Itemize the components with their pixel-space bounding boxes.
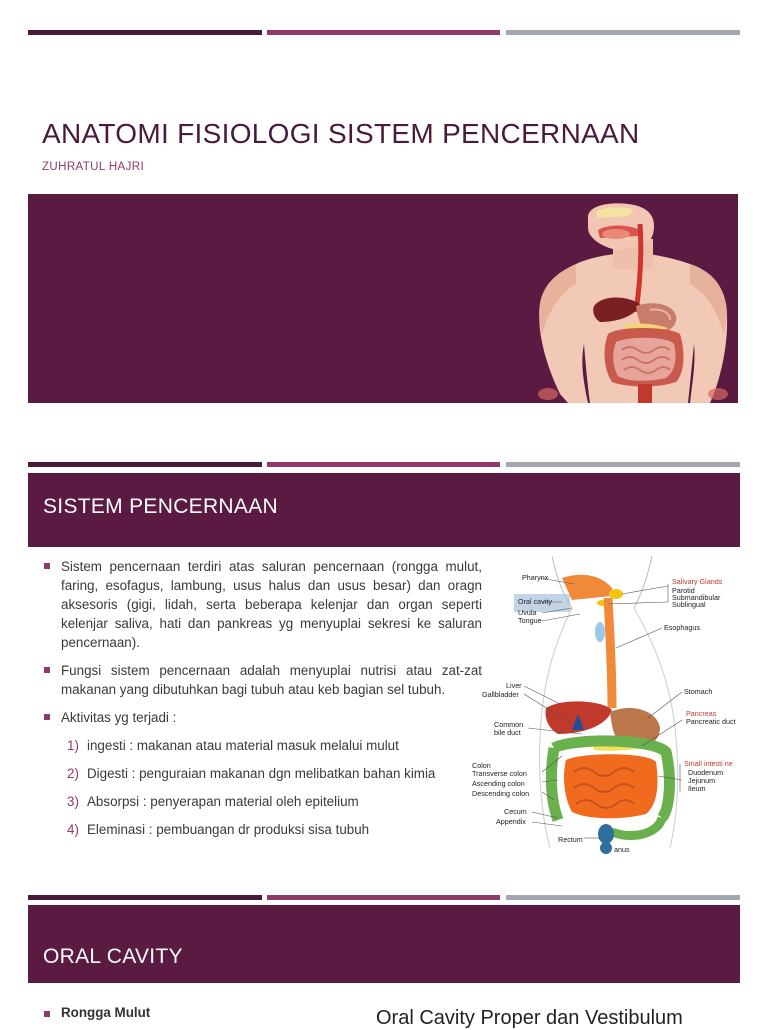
label-jejunum: Jejunum: [688, 776, 716, 785]
activity-number: 4): [67, 822, 79, 837]
bar-accent: [267, 30, 500, 35]
label-liver: Liver: [506, 681, 522, 690]
activity-number: 1): [67, 738, 79, 753]
activity-item: [67, 764, 487, 792]
bullet-item: Aktivitas yg terjadi :: [42, 708, 482, 727]
oral-cavity-slide: [0, 895, 768, 1029]
label-rectum: Rectum: [558, 835, 583, 844]
label-duodenum: Duodenum: [688, 768, 724, 777]
bar-dark: [28, 895, 262, 900]
bar-dark: [28, 462, 262, 467]
slide-header: [28, 473, 740, 547]
activity-text: Digesti : penguraian makanan dgn melibatkan bahan kimia: [87, 766, 436, 781]
label-pharynx: Pharynx: [522, 573, 549, 582]
slide-author: ZUHRATUL HAJRI: [42, 161, 145, 173]
label-gallbladder: Gallbladder: [482, 690, 519, 699]
label-anus: anus: [614, 845, 630, 854]
slide-header: [28, 905, 740, 983]
activity-item: [67, 736, 487, 764]
bar-dark: [28, 30, 262, 35]
bar-grey: [506, 462, 740, 467]
activity-number: 2): [67, 766, 79, 781]
bar-grey: [506, 30, 740, 35]
bullet-item: Sistem pencernaan terdiri atas saluran pencernaan (rongga mulut, faring, esofagus, lambung, usus halus dan usus besar) dan oragn aksesoris (gigi, lidah, serta beberapa kelenjar dan organ seperti kelenjar saliva, hati dan pankreas yg menyuplai sekresi ke saluran pencernaan).: [42, 557, 482, 652]
decorative-top-bars: [28, 895, 740, 900]
label-common-bile-duct: bile duct: [494, 728, 521, 737]
label-oral-cavity: Oral cavity: [518, 597, 552, 606]
label-esophagus: Esophagus: [664, 623, 700, 632]
title-banner: [28, 194, 738, 403]
activity-number: 3): [67, 794, 79, 809]
digestive-torso-illustration: [28, 194, 738, 403]
label-cecum: Cecum: [504, 807, 527, 816]
bullet-item: Rongga Mulut: [42, 1005, 150, 1020]
decorative-top-bars: [28, 30, 740, 35]
slide-title: ANATOMI FISIOLOGI SISTEM PENCERNAAN: [42, 118, 640, 149]
label-parotid: Parotid: [672, 586, 695, 595]
activity-text: ingesti : makanan atau material masuk melalui mulut: [87, 738, 399, 753]
label-common-bile-duct: Common: [494, 720, 524, 729]
digestive-system-slide: [0, 440, 768, 895]
label-submandibular: Submandibular: [672, 593, 721, 602]
label-appendix: Appendix: [496, 817, 526, 826]
bullet-item: Fungsi sistem pencernaan adalah menyuplai nutrisi atau zat-zat makanan yang dibutuhkan bagi tubuh atau keb bagian sel tubuh.: [42, 661, 482, 699]
label-uvula: Uvula: [518, 608, 537, 617]
activity-item: [67, 820, 487, 848]
label-ascending-colon: Ascending colon: [472, 779, 525, 788]
label-sublingual: Sublingual: [672, 600, 706, 609]
activity-list: [67, 736, 487, 848]
activity-text: Eleminasi : pembuangan dr produksi sisa tubuh: [87, 822, 370, 837]
label-descending-colon: Descending colon: [472, 789, 530, 798]
bar-accent: [267, 895, 500, 900]
digestive-system-diagram: [462, 548, 762, 858]
side-title: Oral Cavity Proper dan Vestibulum: [376, 1007, 683, 1029]
label-small-intestine: Small intesti ne: [684, 759, 733, 768]
slide-heading: ORAL CAVITY: [43, 945, 183, 968]
label-tongue: Tongue: [518, 616, 542, 625]
label-ileum: Ileum: [688, 784, 706, 793]
bar-accent: [267, 462, 500, 467]
slide-heading: SISTEM PENCERNAAN: [43, 495, 278, 518]
label-transverse-colon: Transverse colon: [472, 769, 527, 778]
label-pancreas: Pancreas: [686, 709, 717, 718]
bullet-list: [42, 557, 482, 736]
title-slide: [0, 0, 768, 440]
bar-grey: [506, 895, 740, 900]
label-salivary-glands: Salivary Glands: [672, 577, 723, 586]
activity-item: [67, 792, 487, 820]
decorative-top-bars: [28, 462, 740, 467]
label-colon: Colon: [472, 761, 491, 770]
activity-text: Absorpsi : penyerapan material oleh epitelium: [87, 794, 359, 809]
label-pancreatic-duct: Pancreatic duct: [686, 717, 736, 726]
label-stomach: Stomach: [684, 687, 713, 696]
